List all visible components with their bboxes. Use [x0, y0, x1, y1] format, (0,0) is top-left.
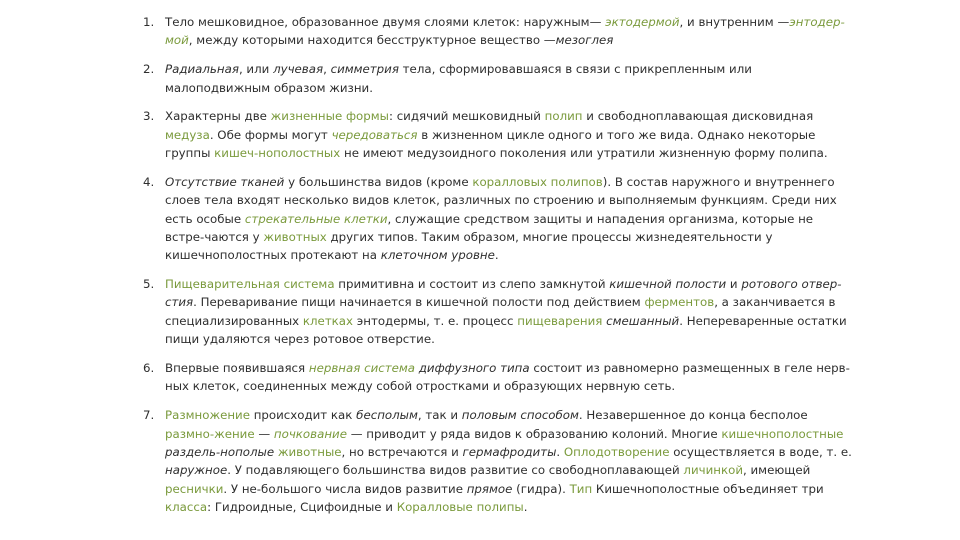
term-link[interactable]: ферментов	[644, 295, 715, 310]
list-item-text	[165, 361, 850, 393]
term-link[interactable]: личинкой	[683, 463, 743, 478]
body-text: , или	[238, 62, 274, 77]
body-text: не имеют медузоидного поколения или утратили жизненную форму полипа.	[340, 146, 828, 161]
body-text: Характерны две	[165, 109, 271, 124]
list-item	[143, 275, 853, 349]
list-item-text	[165, 109, 828, 160]
term-link[interactable]: эктодермой	[605, 15, 680, 29]
list-item-text	[165, 408, 856, 514]
list-item-number: 2.	[143, 62, 155, 77]
list-item-number: 7.	[143, 408, 155, 423]
emphasis-text: Радиальная	[165, 62, 239, 77]
body-text: и	[726, 277, 742, 292]
body-text: , а заканчивается в специализированных	[165, 295, 840, 328]
body-text: других типов. Таким образом, многие процессы жизнедеятельности у кишечнополостных протекают на	[165, 229, 777, 263]
body-text: примитивна и состоит из слепо замкнутой	[334, 277, 610, 292]
body-text: энтодермы, т. е. процесс	[353, 313, 518, 328]
term-link[interactable]: Пищеварительная система	[165, 277, 335, 292]
term-link[interactable]: Тип	[569, 481, 593, 496]
body-text: Впервые появившаяся	[165, 360, 309, 375]
term-link[interactable]: нервная система	[308, 360, 415, 375]
term-link[interactable]: размно-жение	[165, 426, 255, 441]
list-item-number: 3.	[143, 109, 155, 124]
emphasis-text: гермафродиты	[462, 444, 557, 459]
term-link[interactable]: реснички	[165, 481, 224, 496]
term-link[interactable]: клетках	[302, 313, 354, 328]
emphasis-text: бесполым	[356, 408, 418, 423]
list-item	[143, 60, 853, 97]
list-item-number: 6.	[143, 360, 155, 375]
emphasis-text: лучевая	[273, 62, 324, 77]
emphasis-text: диффузного типа	[418, 360, 530, 375]
list-item-number: 1.	[143, 15, 155, 29]
body-text: .	[523, 500, 528, 515]
term-link[interactable]: пищеварения	[517, 313, 603, 328]
term-link[interactable]: Оплодотворение	[563, 444, 670, 459]
list-item-text	[165, 62, 756, 94]
body-text: . Непереваренные остатки пищи удаляются через ротовое отверстие.	[165, 313, 851, 347]
term-link[interactable]: стрекательные клетки	[244, 211, 388, 226]
list-item-number: 4.	[143, 174, 155, 189]
body-text: (гидра).	[512, 481, 570, 496]
body-text: .	[494, 248, 499, 263]
list-item	[143, 173, 853, 265]
body-text: .	[556, 444, 564, 459]
body-text: : сидячий мешковидный	[388, 109, 545, 124]
term-link[interactable]: кишечнополостные	[721, 426, 844, 441]
list-item	[143, 406, 856, 516]
body-text: Тело мешковидное, образованное двумя слоями клеток: наружным—	[165, 15, 606, 29]
term-link[interactable]: кишеч-нополостных	[214, 146, 341, 161]
emphasis-text: ротового отвер-стия	[165, 277, 842, 310]
body-text: у большинства видов (кроме	[284, 174, 473, 189]
body-text: . Переваривание пищи начинается в кишечной полости под действием	[193, 295, 645, 310]
list-item-text	[165, 175, 840, 263]
term-link[interactable]: коралловых полипов	[472, 174, 603, 189]
term-link[interactable]: животных	[263, 229, 327, 244]
body-text: . У не-большого числа видов развитие	[223, 481, 467, 496]
body-text: , имеющей	[743, 463, 815, 478]
list-item-number: 5.	[143, 277, 155, 292]
body-text: . У подавляющего большинства видов развитие со свободноплавающей	[227, 463, 684, 478]
emphasis-text: прямое	[466, 481, 513, 496]
term-link[interactable]: Коралловые полипы	[396, 500, 524, 515]
body-text: . Незавершенное до конца бесполое	[578, 408, 812, 423]
body-text: Кишечнополостные объединяет три	[592, 481, 828, 496]
body-text: . Обе формы могут	[209, 127, 332, 142]
emphasis-text: половым способом	[461, 408, 579, 423]
body-text: , но встречаются и	[341, 444, 463, 459]
term-link[interactable]: полип	[544, 109, 583, 124]
term-link[interactable]: чередоваться	[331, 127, 418, 142]
emphasis-text: симметрия	[330, 62, 399, 77]
body-text: состоит из равномерно размещенных в геле нерв-ных клеток, соединенных между собой отростками и образующих нервную сеть.	[165, 360, 850, 394]
emphasis-text: кишечной полости	[609, 277, 727, 292]
list-item	[143, 359, 853, 396]
body-text: происходит как	[249, 408, 357, 423]
body-text: ). В состав наружного и внутреннего слоев тела входят несколько видов клеток, различных по строению и выполняемым функциям. Среди них есть особые	[165, 174, 841, 226]
list-item-text	[165, 15, 845, 47]
body-text: тела, сформировавшаяся в связи с прикрепленным или малоподвижным образом жизни.	[165, 62, 756, 95]
emphasis-text: мезоглея	[555, 33, 614, 48]
body-text: ,	[323, 62, 331, 77]
emphasis-text: наружное	[165, 463, 228, 478]
body-text: , служащие средством защиты и нападения организма, которые не встре-чаются у	[165, 211, 817, 244]
list-item-text	[165, 277, 850, 346]
body-text	[843, 427, 847, 441]
emphasis-text: клеточном уровне	[380, 248, 495, 263]
body-text: : Гидроидные, Сцифоидные и	[207, 500, 397, 515]
body-text: , так и	[417, 408, 462, 423]
emphasis-text: смешанный	[606, 313, 680, 328]
term-link[interactable]: животные	[277, 444, 342, 459]
body-text: , и внутренним —	[679, 15, 790, 29]
body-text: и свободноплавающая дисковидная	[582, 109, 817, 124]
emphasis-text: Отсутствие тканей	[165, 174, 285, 189]
numbered-list	[143, 13, 856, 527]
body-text: — приводит у ряда видов к образованию колоний. Многие	[346, 426, 722, 441]
term-link[interactable]: медуза	[165, 127, 210, 142]
term-link[interactable]: Размножение	[165, 408, 250, 423]
term-link[interactable]: класса	[165, 500, 208, 515]
emphasis-text: раздель-нополые	[165, 444, 275, 459]
body-text: —	[254, 426, 274, 441]
term-link[interactable]: энтодер-мой	[165, 15, 845, 48]
term-link[interactable]: жизненные формы	[270, 109, 389, 124]
body-text: осуществляется в воде, т. е.	[669, 444, 856, 459]
list-item	[143, 107, 853, 162]
list-item	[143, 13, 853, 50]
body-text: в жизненном цикле одного и того же вида. Однако некоторые группы	[165, 127, 820, 161]
term-link[interactable]: почкование	[273, 426, 347, 441]
body-text: , между которыми находится бесструктурное вещество —	[188, 33, 556, 48]
